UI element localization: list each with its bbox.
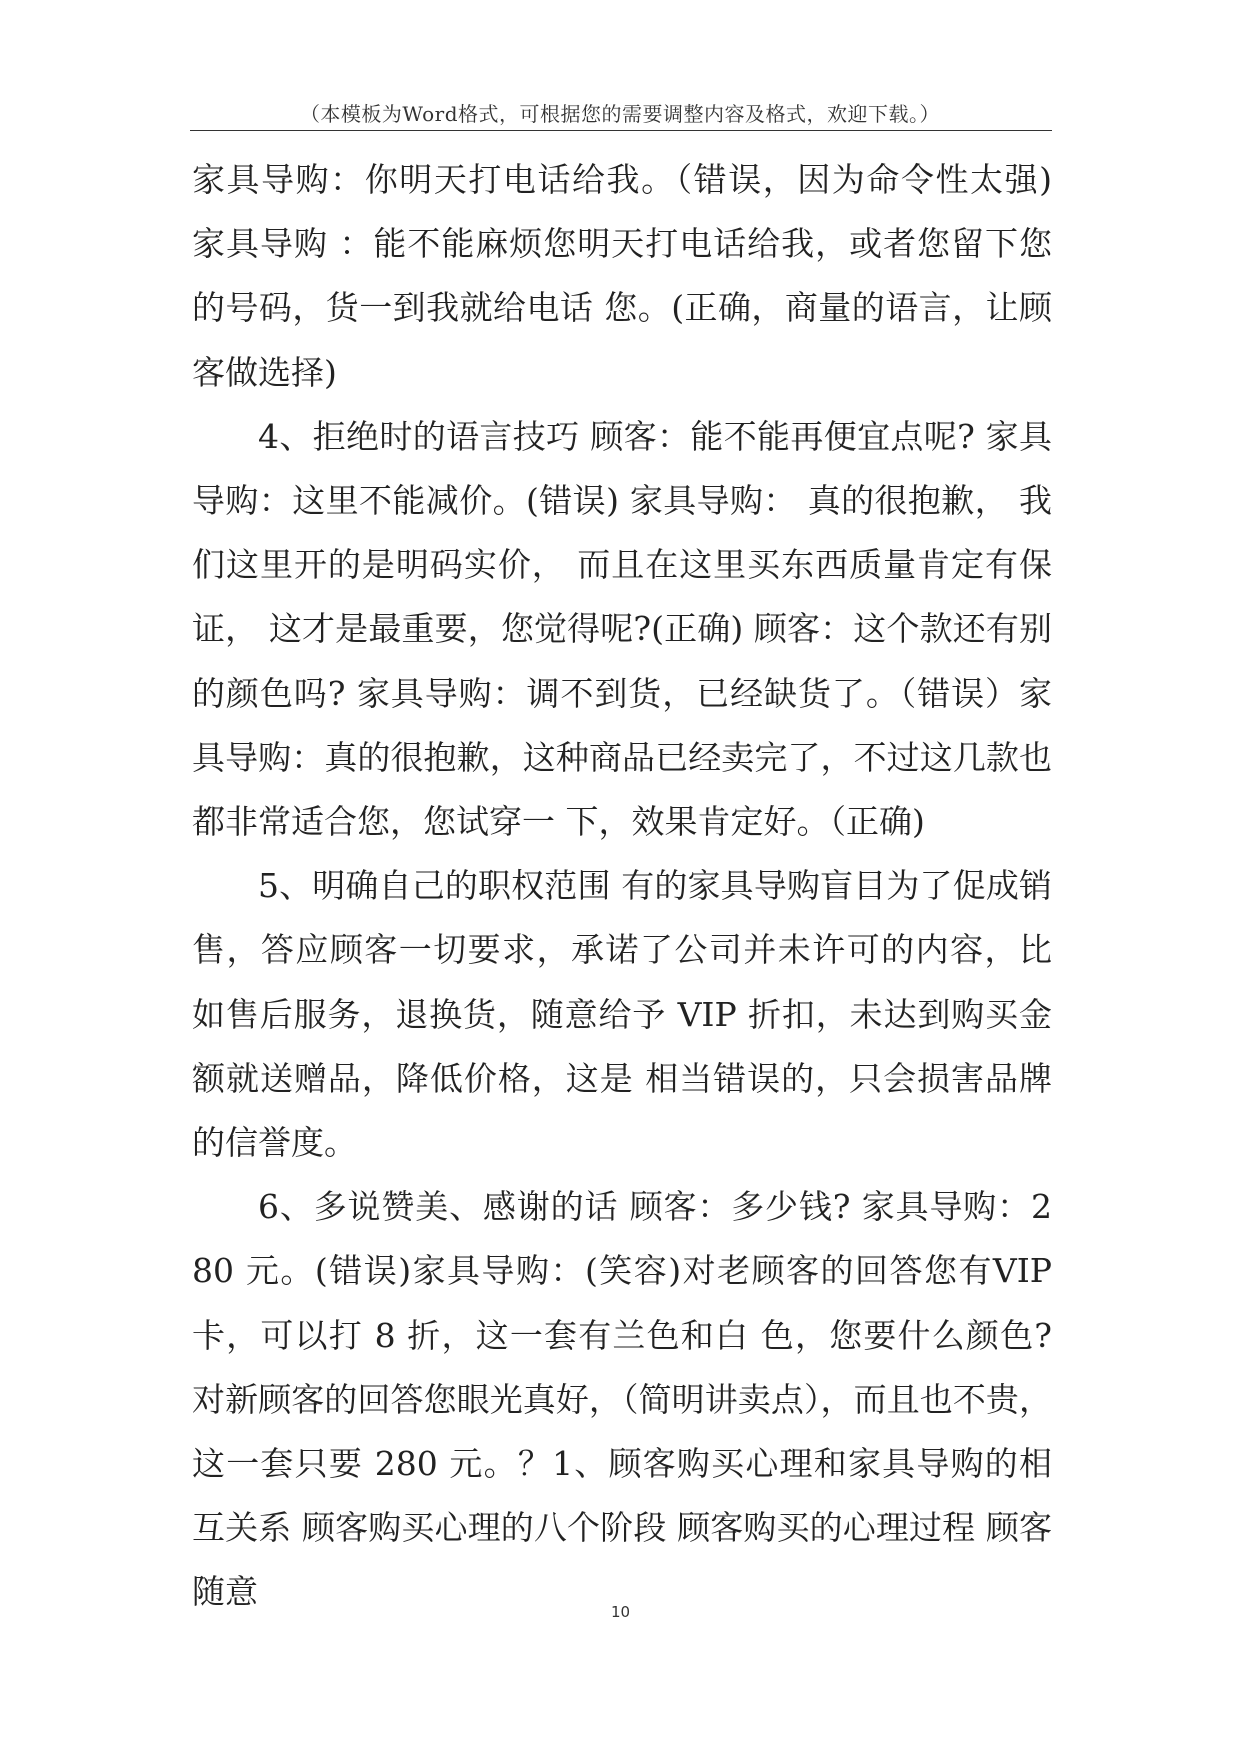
paragraph-3: 5、明确自己的职权范围 有的家具导购盲目为了促成销售，答应顾客一切要求，承诺了公司并未许可的内容，比 如售后服务，退换货，随意给予 VIP 折扣，未达到购买金额就送赠品，降低价格，这是 相当错误的，只会损害品牌的信誉度。	[192, 866, 1052, 1163]
header-divider	[190, 130, 1052, 131]
paragraph-2: 4、拒绝时的语言技巧 顾客：能不能再便宜点呢? 家具导购：这里不能减价。(错误) 家具导购： 真的很抱歉， 我们这里开的是明码实价， 而且在这里买东西质量肯定有保证， 这才是最重要，您觉得呢?(正确) 顾客：这个款还有别的颜色吗? 家具导购：调不到货，已经缺货了。（错误）家具导购：真的很抱歉，这种商品已经卖完了，不过这几款也都非常适合您，您试穿一 下，效果肯定好。（正确)	[192, 416, 1052, 842]
paragraph-1: 家具导购：你明天打电话给我。（错误，因为命令性太强) 家具导购 ：能不能麻烦您明天打电话给我，或者您留下您的号码，货一到我就给电话 您。(正确，商量的语言，让顾客做选择)	[192, 160, 1052, 392]
paragraph-4: 6、多说赞美、感谢的话 顾客：多少钱? 家具导购：280 元。(错误)家具导购：(笑容)对老顾客的回答您有VIP卡，可以打 8 折，这一套有兰色和白 色，您要什么颜色? 对新顾客的回答您眼光真好，（简明讲卖点），而且也不贵，这一套只要 280 元。？1、顾客购买心理和家具导购的相互关系 顾客购买心理的八个阶段 顾客购买的心理过程 顾客随意	[192, 1187, 1052, 1612]
page-number: 10	[610, 1603, 631, 1621]
document-body	[192, 148, 1052, 1625]
header-note: （本模板为Word格式，可根据您的需要调整内容及格式，欢迎下载。）	[299, 102, 941, 126]
